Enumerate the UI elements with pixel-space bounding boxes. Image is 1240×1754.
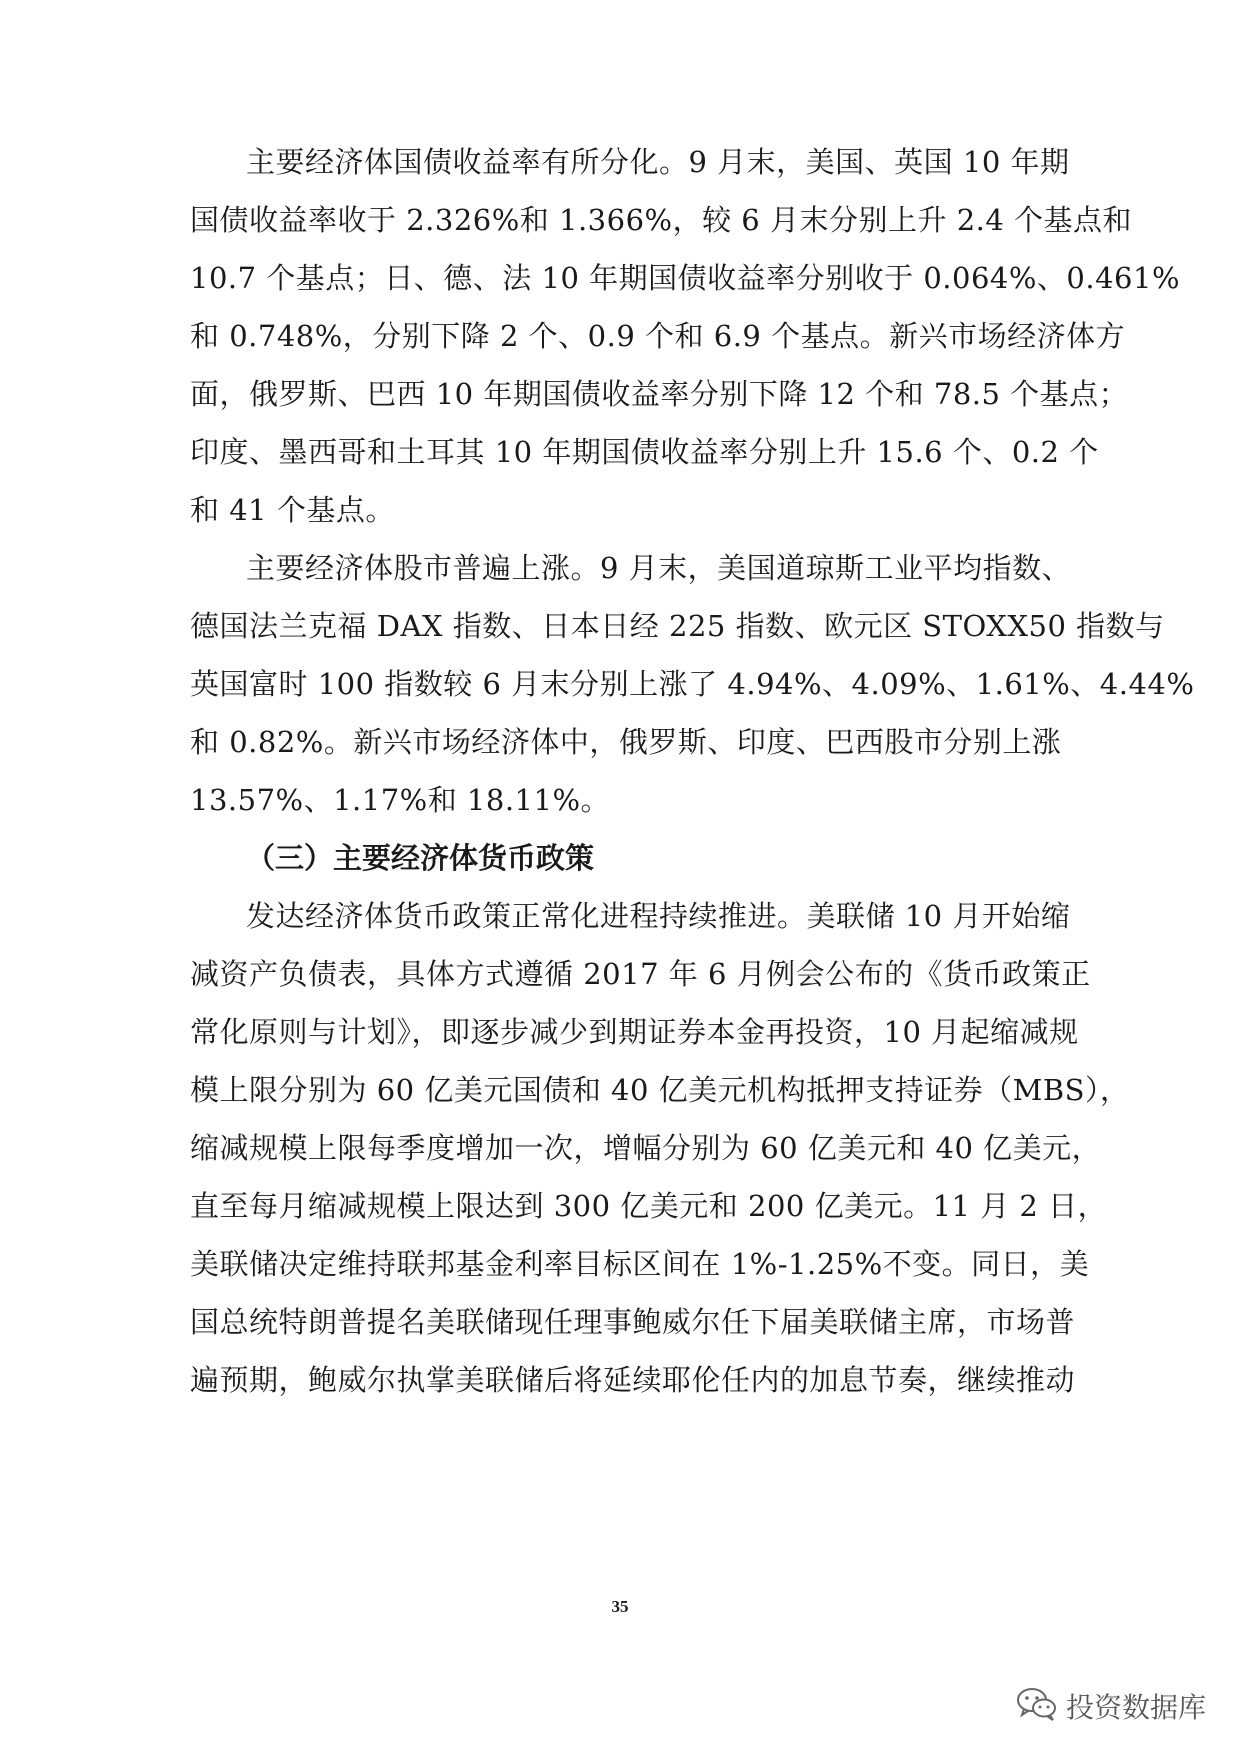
text-line: 德国法兰克福 DAX 指数、日本日经 225 指数、欧元区 STOXX50 指数与 [190, 609, 1165, 643]
text-line: 和 0.748%，分别下降 2 个、0.9 个和 6.9 个基点。新兴市场经济体方 [190, 319, 1126, 353]
text-line: 10.7 个基点；日、德、法 10 年期国债收益率分别收于 0.064%、0.461% [190, 261, 1180, 295]
text-line: 主要经济体国债收益率有所分化。9 月末，美国、英国 10 年期 [246, 145, 1070, 179]
text-line: 直至每月缩减规模上限达到 300 亿美元和 200 亿美元。11 月 2 日， [190, 1189, 1108, 1223]
text-line: 面，俄罗斯、巴西 10 年期国债收益率分别下降 12 个和 78.5 个基点； [190, 377, 1129, 411]
watermark [1016, 1684, 1206, 1728]
text-line: 国债收益率收于 2.326%和 1.366%，较 6 月末分别上升 2.4 个基点和 [190, 203, 1133, 237]
text-line: 模上限分别为 60 亿美元国债和 40 亿美元机构抵押支持证券（MBS）， [190, 1073, 1130, 1107]
text-line: 13.57%、1.17%和 18.11%。 [190, 783, 610, 817]
text-line: 缩减规模上限每季度增加一次，增幅分别为 60 亿美元和 40 亿美元， [190, 1131, 1102, 1165]
text-line: 和 0.82%。新兴市场经济体中，俄罗斯、印度、巴西股市分别上涨 [190, 725, 1062, 759]
section-heading: （三）主要经济体货币政策 [246, 841, 595, 875]
text-line: 发达经济体货币政策正常化进程持续推进。美联储 10 月开始缩 [246, 899, 1071, 933]
text-line: 遍预期，鲍威尔执掌美联储后将延续耶伦任内的加息节奏，继续推动 [190, 1363, 1076, 1397]
text-line: 国总统特朗普提名美联储现任理事鲍威尔任下届美联储主席，市场普 [190, 1305, 1076, 1339]
wechat-icon [1016, 1686, 1058, 1726]
watermark-text: 投资数据库 [1066, 1691, 1207, 1724]
text-line: 常化原则与计划》，即逐步减少到期证券本金再投资，10 月起缩减规 [190, 1015, 1079, 1049]
text-line: 印度、墨西哥和土耳其 10 年期国债收益率分别上升 15.6 个、0.2 个 [190, 435, 1099, 469]
text-line: 英国富时 100 指数较 6 月末分别上涨了 4.94%、4.09%、1.61%、4.44% [190, 667, 1195, 701]
text-line: 美联储决定维持联邦基金利率目标区间在 1%-1.25%不变。同日，美 [190, 1247, 1090, 1281]
page-number: 35 [611, 1597, 629, 1616]
text-line: 主要经济体股市普遍上涨。9 月末，美国道琼斯工业平均指数、 [246, 551, 1072, 585]
text-line: 和 41 个基点。 [190, 493, 395, 527]
text-line: 减资产负债表，具体方式遵循 2017 年 6 月例会公布的《货币政策正 [190, 957, 1091, 991]
